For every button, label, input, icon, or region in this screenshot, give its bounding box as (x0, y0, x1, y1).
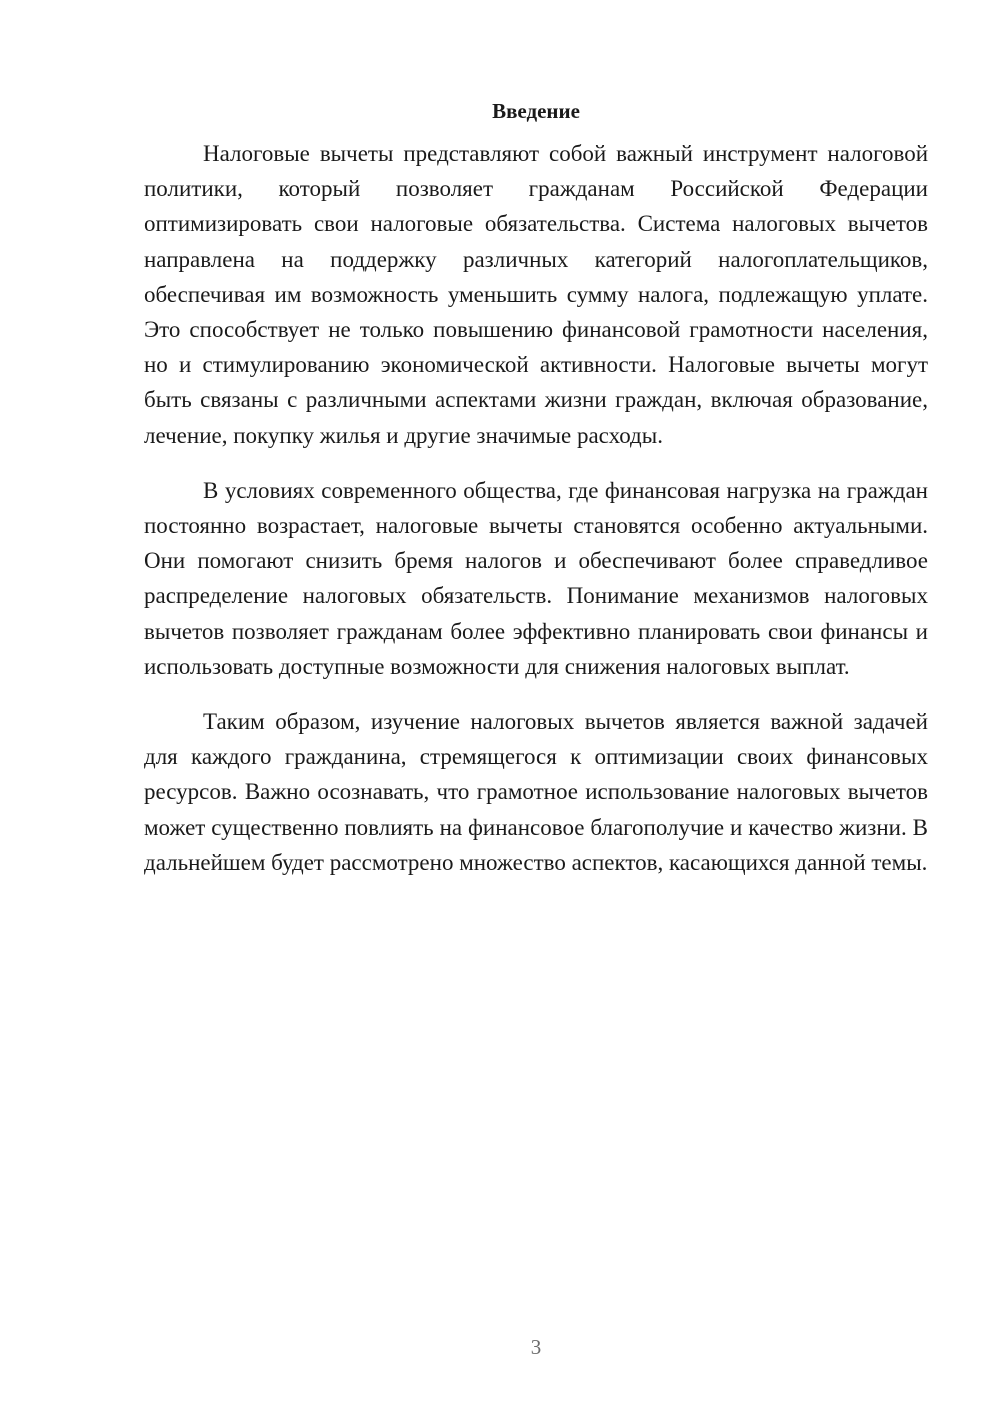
page-number: 3 (530, 1335, 542, 1359)
paragraph-1: Налоговые вычеты представляют собой важный инструмент налоговой политики, который позволяет гражданам Российской Федерации оптимизировать свои налоговые обязательства. Система налоговых вычетов направлена на поддержку различных категорий налогоплательщиков, обеспечивая им возможность уменьшить сумму налога, подлежащую уплате. Это способствует не только повышению финансовой грамотности населения, но и стимулированию экономической активности. Налоговые вычеты могут быть связаны с различными аспектами жизни граждан, включая образование, лечение, покупку жилья и другие значимые расходы. (144, 141, 928, 448)
paragraph-2: В условиях современного общества, где финансовая нагрузка на граждан постоянно возрастает, налоговые вычеты становятся особенно актуальными. Они помогают снизить бремя налогов и обеспечивают более справедливое распределение налоговых обязательств. Понимание механизмов налоговых вычетов позволяет гражданам более эффективно планировать свои финансы и использовать доступные возможности для снижения налоговых выплат. (144, 477, 928, 679)
section-title: Введение (492, 99, 580, 123)
paragraph-3: Таким образом, изучение налоговых вычетов является важной задачей для каждого гражданина, стремящегося к оптимизации своих финансовых ресурсов. Важно осознавать, что грамотное использование налоговых вычетов может существенно повлиять на финансовое благополучие и качество жизни. В дальнейшем будет рассмотрено множество аспектов, касающихся данной темы. (144, 709, 928, 875)
page-content (144, 96, 928, 900)
